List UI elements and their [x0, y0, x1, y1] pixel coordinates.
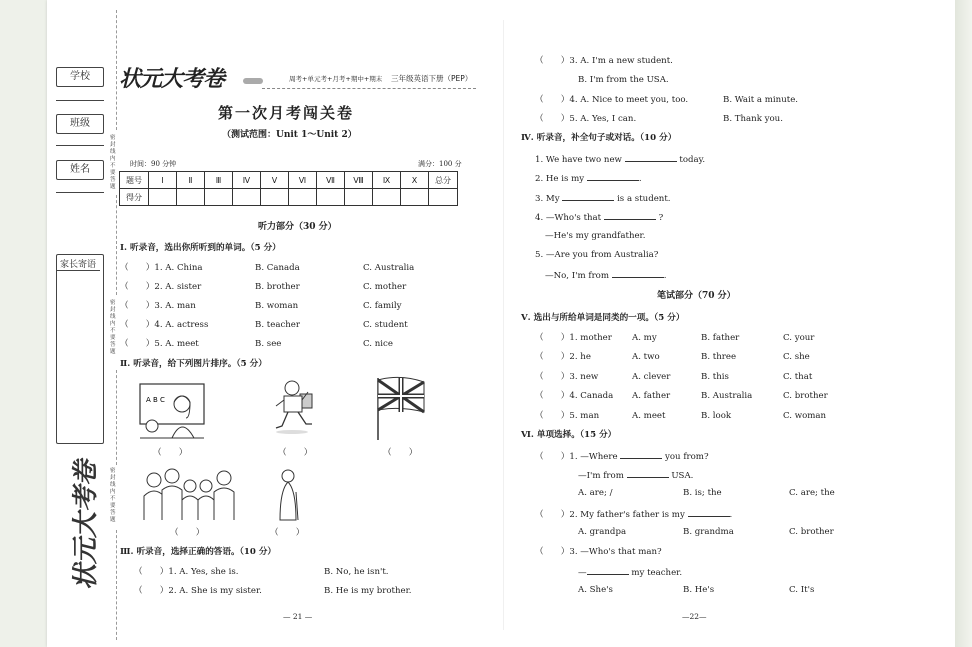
family-picture — [140, 466, 236, 526]
score-input[interactable] — [373, 189, 401, 206]
fill-text: . — [638, 174, 642, 184]
blank-input[interactable] — [562, 192, 614, 201]
q-option-a: （ ）1. A. China — [120, 263, 203, 273]
time-limit: 时间：90 分钟 — [130, 160, 177, 168]
q-prompt: （ ）4. Canada — [535, 391, 614, 401]
q-text: . — [729, 510, 733, 520]
score-value-row — [120, 189, 458, 206]
q-option-c: C. It's — [789, 585, 815, 595]
q-text: —I'm from — [578, 471, 624, 481]
q-text: — — [578, 568, 587, 578]
seal-line — [116, 10, 117, 130]
answer-paren-5[interactable]: （ ） — [270, 528, 305, 538]
teacher-classroom-picture — [138, 380, 206, 446]
score-table — [119, 171, 458, 206]
abc-letters: A B C — [146, 396, 165, 404]
q-option-c: C. brother — [783, 391, 828, 401]
blank-input[interactable] — [612, 269, 664, 278]
fill-text: 5. —Are you from Australia? — [535, 250, 659, 260]
q-option-a: A. father — [632, 391, 671, 401]
q-option-b: B. Wait a minute. — [723, 95, 799, 105]
q3-line2 — [578, 566, 682, 579]
seal-line — [116, 530, 117, 640]
q-option-c: C. are; the — [789, 488, 835, 498]
blank-input[interactable] — [604, 211, 656, 220]
q-option-c: C. nice — [363, 339, 393, 349]
grandma-picture — [276, 468, 300, 526]
q2-line — [535, 508, 732, 521]
fill-text: 1. We have two new — [535, 155, 622, 165]
blank-input[interactable] — [627, 469, 669, 478]
fill-text: ? — [658, 213, 664, 223]
q-option-b: B. is; the — [683, 488, 722, 498]
score-input[interactable] — [289, 189, 317, 206]
q-option-b: B. grandma — [683, 527, 734, 537]
cell: Ⅸ — [373, 172, 401, 189]
q-option-b: B. Australia — [701, 391, 753, 401]
page-number-right: —22— — [682, 612, 707, 621]
fill-line-3 — [535, 192, 671, 205]
cell: Ⅷ — [345, 172, 373, 189]
section-6-title: Ⅵ. 单项选择。（15 分） — [521, 430, 617, 440]
score-input[interactable] — [205, 189, 233, 206]
q-option-b: B. Thank you. — [723, 114, 783, 124]
q-option-a: （ ）4. A. actress — [120, 320, 209, 330]
q-option-a: （ ）4. A. Nice to meet you, too. — [535, 95, 689, 105]
fill-text: is a student. — [617, 194, 671, 204]
answer-paren-3[interactable]: （ ） — [383, 448, 418, 458]
class-label: 班级 — [56, 114, 104, 134]
score-input[interactable] — [149, 189, 177, 206]
q-option-a: A. She's — [578, 585, 613, 595]
q-text: （ ）3. —Who's that man? — [535, 547, 662, 557]
q-option-a: A. grandpa — [578, 527, 627, 537]
section-1-title: Ⅰ. 听录音，选出你所听到的单词。（5 分） — [120, 243, 281, 253]
cell: 总分 — [429, 172, 458, 189]
header-divider — [262, 88, 476, 89]
cell: 题号 — [120, 172, 149, 189]
cell: 得分 — [120, 189, 149, 206]
blank-input[interactable] — [587, 566, 629, 575]
page-title: 第一次月考闯关卷 — [218, 104, 355, 122]
q-option-a: A. two — [632, 352, 660, 362]
section-4-title: Ⅳ. 听录音，补全句子或对话。（10 分） — [521, 133, 677, 143]
parent-comment-label: 家长寄语 — [57, 255, 100, 271]
q-option-c: C. that — [783, 372, 813, 382]
seal-line — [116, 195, 117, 295]
score-input[interactable] — [401, 189, 429, 206]
fill-line-5 — [545, 269, 666, 282]
cell: Ⅳ — [233, 172, 261, 189]
section-3-title: Ⅲ. 听录音，选择正确的答语。（10 分） — [120, 547, 277, 557]
cell: Ⅶ — [317, 172, 345, 189]
q-option-b: B. look — [701, 411, 732, 421]
q-option-b: B. brother — [255, 282, 300, 292]
cell: Ⅵ — [289, 172, 317, 189]
series-label: 周考+单元考+月考+期中+期末 — [289, 75, 383, 83]
q-option-a: （ ）5. A. Yes, I can. — [535, 114, 637, 124]
full-score: 满分：100 分 — [418, 160, 462, 168]
score-input[interactable] — [429, 189, 458, 206]
test-scope: （测试范围：Unit 1～Unit 2） — [222, 130, 357, 140]
q-option-a: A. clever — [632, 372, 671, 382]
fill-text: 4. —Who's that — [535, 213, 602, 223]
logo-swoosh — [243, 78, 263, 84]
q-option-a: （ ）3. A. I'm a new student. — [535, 56, 673, 66]
fill-line-1 — [535, 153, 705, 166]
seal-note-1: 密封线内不要答题 — [110, 135, 116, 190]
q-prompt: （ ）3. new — [535, 372, 599, 382]
q-option-c: C. student — [363, 320, 408, 330]
boy-with-schoolbag-picture — [270, 378, 320, 442]
q-option-c: C. Australia — [363, 263, 415, 273]
q-text: （ ）1. —Where — [535, 452, 618, 462]
q-option-a: （ ）2. A. sister — [120, 282, 202, 292]
q-option-a: A. are; / — [578, 488, 613, 498]
q1-line — [535, 450, 709, 463]
parent-comment-box — [56, 254, 104, 444]
q-option-b: B. He is my brother. — [324, 586, 412, 596]
q-option-b: B. father — [701, 333, 740, 343]
grade-label: 三年级英语下册（PEP） — [391, 74, 473, 83]
score-input[interactable] — [317, 189, 345, 206]
q-option-a: （ ）5. A. meet — [120, 339, 199, 349]
fill-line-2 — [535, 172, 642, 185]
q-option-c: C. your — [783, 333, 815, 343]
fill-text: —No, I'm from — [545, 271, 609, 281]
q-option-c: C. family — [363, 301, 402, 311]
score-input[interactable] — [233, 189, 261, 206]
q-option-a: （ ）3. A. man — [120, 301, 196, 311]
q-prompt: （ ）5. man — [535, 411, 600, 421]
q-option-b: B. Canada — [255, 263, 300, 273]
score-input[interactable] — [177, 189, 205, 206]
q-option-c: C. brother — [789, 527, 834, 537]
score-input[interactable] — [345, 189, 373, 206]
fill-line-4 — [535, 211, 663, 224]
blank-input[interactable] — [625, 153, 677, 162]
q-option-a: A. meet — [632, 411, 666, 421]
blank-input[interactable] — [587, 172, 639, 181]
listening-title: 听力部分（30 分） — [258, 222, 337, 232]
q-option-b: B. this — [701, 372, 729, 382]
fill-text: 2. He is my — [535, 174, 585, 184]
seal-note-3: 密封线内不要答题 — [110, 468, 116, 523]
q-prompt: （ ）1. mother — [535, 333, 612, 343]
answer-paren-1[interactable]: （ ） — [153, 448, 188, 458]
fill-text: today. — [679, 155, 706, 165]
section-2-title: Ⅱ. 听录音，给下列图片排序。（5 分） — [120, 359, 267, 369]
q-option-c: C. mother — [363, 282, 407, 292]
q-option-a: （ ）1. A. Yes, she is. — [134, 567, 239, 577]
cell: Ⅲ — [205, 172, 233, 189]
q-option-b: B. No, he isn't. — [324, 567, 389, 577]
cell: Ⅹ — [401, 172, 429, 189]
q-option-a: （ ）2. A. She is my sister. — [134, 586, 262, 596]
answer-paren-2[interactable]: （ ） — [278, 448, 313, 458]
blank-input[interactable] — [688, 508, 730, 517]
q1-line2 — [578, 469, 693, 482]
seal-note-2: 密封线内不要答题 — [110, 300, 116, 355]
score-input[interactable] — [261, 189, 289, 206]
fill-text: . — [663, 271, 667, 281]
q-prompt: （ ）2. he — [535, 352, 591, 362]
q-option-b: B. three — [701, 352, 737, 362]
q-text: （ ）2. My father's father is my — [535, 510, 685, 520]
q-text: you from? — [665, 452, 709, 462]
header-logo: 状元大考卷 — [119, 67, 225, 92]
name-line — [56, 192, 104, 193]
section-5-title: Ⅴ. 选出与所给单词是同类的一项。（5 分） — [521, 313, 685, 323]
page-number-left: — 21 — — [283, 612, 313, 621]
cell: Ⅴ — [261, 172, 289, 189]
sidebar-brand-logo — [64, 455, 104, 595]
q-text: USA. — [671, 471, 694, 481]
answer-paren-4[interactable]: （ ） — [170, 528, 205, 538]
cell: Ⅰ — [149, 172, 177, 189]
fill-text: —He's my grandfather. — [545, 231, 646, 241]
seal-line — [116, 370, 117, 465]
q-option-a: A. my — [632, 333, 657, 343]
q-option-b: B. see — [255, 339, 282, 349]
q-option-c: C. she — [783, 352, 810, 362]
school-label: 学校 — [56, 67, 104, 87]
q-option-b: B. teacher — [255, 320, 300, 330]
uk-flag-picture — [374, 376, 428, 446]
score-header-row — [120, 172, 458, 189]
q-option-b: B. I'm from the USA. — [578, 75, 669, 85]
fill-text: 3. My — [535, 194, 560, 204]
svg-text:状元大考卷: 状元大考卷 — [71, 459, 101, 590]
q-option-b: B. He's — [683, 585, 715, 595]
writing-title: 笔试部分（70 分） — [657, 291, 736, 301]
page-divider — [503, 20, 504, 630]
name-label: 姓名 — [56, 160, 104, 180]
school-line — [56, 100, 104, 101]
blank-input[interactable] — [620, 450, 662, 459]
class-line — [56, 145, 104, 146]
cell: Ⅱ — [177, 172, 205, 189]
q-option-c: C. woman — [783, 411, 827, 421]
q-option-b: B. woman — [255, 301, 299, 311]
q-text: my teacher. — [631, 568, 683, 578]
page-edge — [955, 0, 972, 647]
